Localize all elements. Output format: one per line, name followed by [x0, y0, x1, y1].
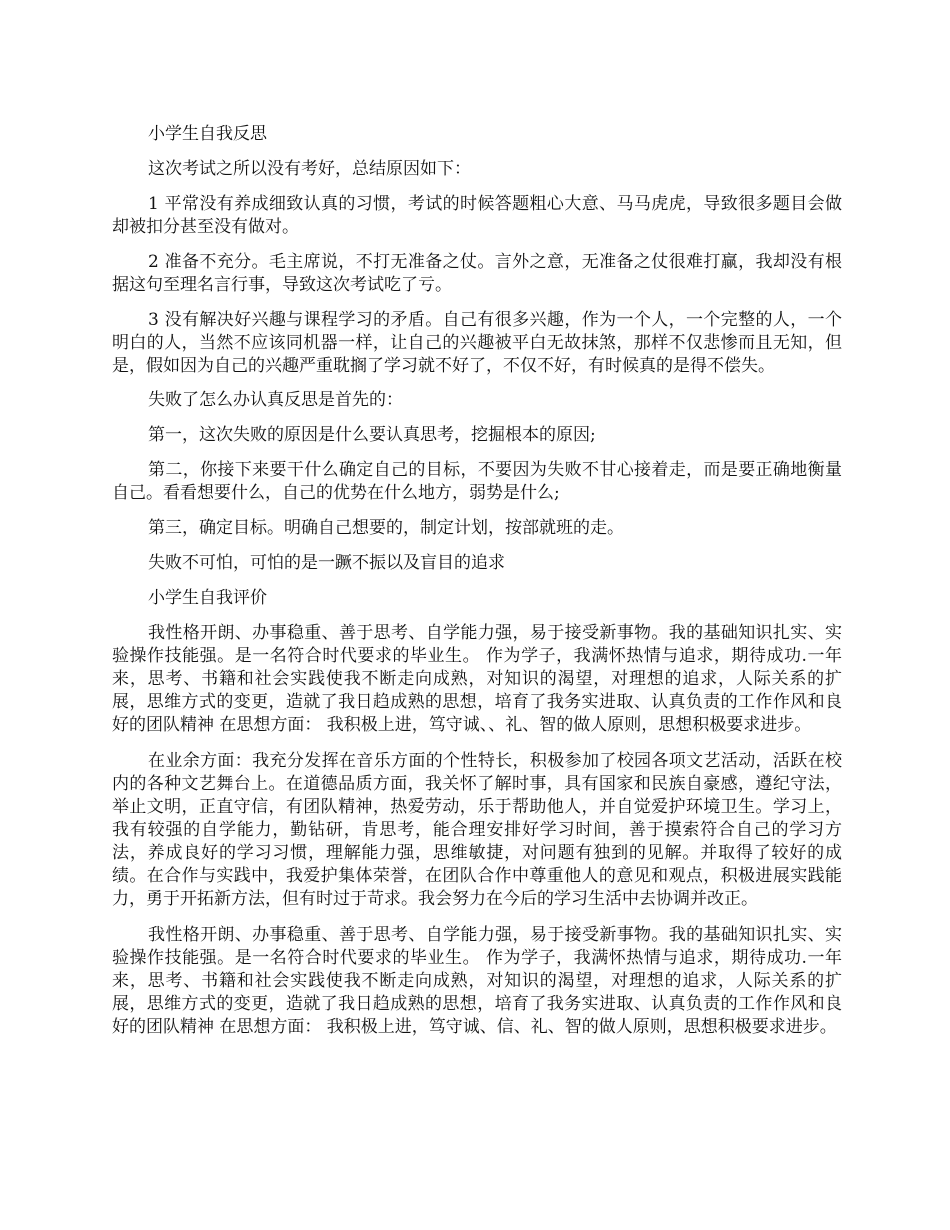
- paragraph-evaluation-3: 我性格开朗、办事稳重、善于思考、自学能力强，易于接受新事物。我的基础知识扎实、实验操作技能强。是一名符合时代要求的毕业生。 作为学子，我满怀热情与追求，期待成功.一年来，思考、书籍和社会实践使我不断走向成熟，对知识的渴望，对理想的追求，人际关系的扩展，思维方式的变更，造就了我日趋成熟的思想，培育了我务实进取、认真负责的工作作风和良好的团队精神 在思想方面： 我积极上进，笃守诚、信、礼、智的做人原则，思想积极要求进步。: [112, 925, 842, 1037]
- paragraph-first: 第一，这次失败的原因是什么要认真思考，挖掘根本的原因;: [148, 425, 596, 445]
- document-page: [112, 123, 842, 1052]
- paragraph-reason-3: 3 没有解决好兴趣与课程学习的矛盾。自己有很多兴趣，作为一个人，一个完整的人，一个明白的人，当然不应该同机器一样，让自己的兴趣被平白无故抹煞，那样不仅悲惨而且无知，但是，假如因为自己的兴趣严重耽搁了学习就不好了，不仅不好，有时候真的是得不偿失。: [112, 310, 842, 376]
- heading-self-reflection: 小学生自我反思: [148, 124, 267, 144]
- paragraph-second: 第二，你接下来要干什么确定自己的目标，不要因为失败不甘心接着走，而是要正确地衡量自己。看看想要什么，自己的优势在什么地方，弱势是什么;: [112, 460, 842, 503]
- paragraph-reason-1: 1 平常没有养成细致认真的习惯，考试的时候答题粗心大意、马马虎虎，导致很多题目会做却被扣分甚至没有做对。: [112, 194, 842, 237]
- paragraph-evaluation-2: 在业余方面：我充分发挥在音乐方面的个性特长，积极参加了校园各项文艺活动，活跃在校内的各种文艺舞台上。在道德品质方面，我关怀了解时事，具有国家和民族自豪感，遵纪守法，举止文明，正直守信，有团队精神，热爱劳动，乐于帮助他人，并自觉爱护环境卫生。学习上，我有较强的自学能力，勤钻研，肯思考，能合理安排好学习时间，善于摸索符合自己的学习方法，养成良好的学习习惯，理解能力强，思维敏捷，对问题有独到的见解。并取得了较好的成绩。在合作与实践中，我爱护集体荣誉，在团队合作中尊重他人的意见和观点，积极进展实践能力，勇于开拓新方法，但有时过于苛求。我会努力在今后的学习生活中去协调并改正。: [112, 751, 842, 909]
- paragraph-third: 第三，确定目标。明确自己想要的，制定计划，按部就班的走。: [148, 518, 624, 538]
- paragraph-intro: 这次考试之所以没有考好，总结原因如下：: [148, 159, 471, 179]
- heading-self-evaluation: 小学生自我评价: [148, 588, 267, 608]
- paragraph-reason-2: 2 准备不充分。毛主席说，不打无准备之仗。言外之意，无准备之仗很难打赢，我却没有根据这句至理名言行事，导致这次考试吃了亏。: [112, 252, 842, 295]
- paragraph-evaluation-1: 我性格开朗、办事稳重、善于思考、自学能力强，易于接受新事物。我的基础知识扎实、实验操作技能强。是一名符合时代要求的毕业生。 作为学子，我满怀热情与追求，期待成功.一年来，思考、书籍和社会实践使我不断走向成熟，对知识的渴望，对理想的追求，人际关系的扩展，思维方式的变更，造就了我日趋成熟的思想，培育了我务实进取、认真负责的工作作风和良好的团队精神 在思想方面： 我积极上进，笃守诚、、礼、智的做人原则，思想积极要求进步。: [112, 623, 842, 735]
- paragraph-failure-conclusion: 失败不可怕，可怕的是一蹶不振以及盲目的追求: [148, 553, 505, 573]
- paragraph-failure-question: 失败了怎么办认真反思是首先的：: [148, 390, 403, 410]
